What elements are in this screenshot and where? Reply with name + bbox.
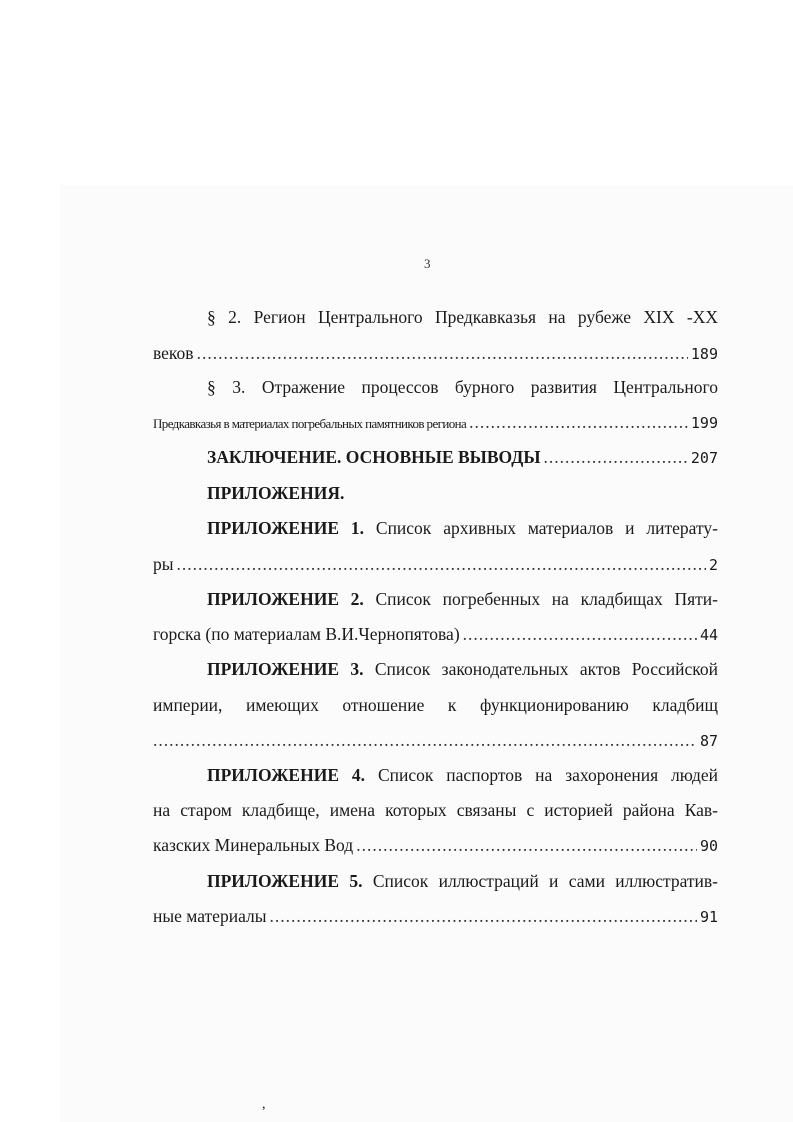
appendix-3-text: Список законодательных актов Российской xyxy=(374,659,718,679)
toc-appendix-2-cont: горска (по материалам В.И.Чернопятова) xyxy=(153,624,460,644)
appendix-5-label: ПРИЛОЖЕНИЕ 5. xyxy=(207,871,363,891)
toc-appendix-5-title xyxy=(207,870,718,892)
page-number: 3 xyxy=(424,256,431,271)
leader-dots xyxy=(463,623,697,645)
toc-conclusion-title: ЗАКЛЮЧЕНИЕ. ОСНОВНЫЕ ВЫВОДЫ xyxy=(207,447,541,467)
toc-appendix-1-title xyxy=(207,517,718,539)
leader-dots xyxy=(544,446,688,468)
toc-section-2-page: 189 xyxy=(690,345,718,363)
toc-section-3-title: § 3. Отражение процессов бурного развития Центрального xyxy=(207,377,718,397)
toc-section-3-cont: Предкавказья в материалах погребальных памятников региона xyxy=(153,416,467,431)
appendix-4-text: Список паспортов на захоронения людей xyxy=(377,765,719,785)
toc-appendix-3-page: 87 xyxy=(699,732,718,750)
scan-speck: , xyxy=(262,1097,266,1112)
appendix-1-text: Список архивных материалов и литерату- xyxy=(375,518,718,538)
toc-section-3-entry xyxy=(153,411,718,435)
toc-appendices-heading: ПРИЛОЖЕНИЯ. xyxy=(207,483,345,503)
toc-appendix-4-cont: на старом кладбище, имена которых связаны с историей района Кав- xyxy=(153,800,718,820)
leader-dots xyxy=(177,553,706,575)
toc-appendix-5-page: 91 xyxy=(699,908,718,926)
appendix-2-label: ПРИЛОЖЕНИЕ 2. xyxy=(207,589,364,609)
toc-appendix-4-title xyxy=(207,764,718,786)
toc-appendix-5-entry xyxy=(153,905,718,928)
toc-appendix-3-title xyxy=(207,658,718,680)
toc-appendix-4-entry xyxy=(153,834,718,857)
appendix-4-label: ПРИЛОЖЕНИЕ 4. xyxy=(207,765,366,785)
appendix-5-text: Список иллюстраций и сами иллюстратив- xyxy=(372,871,718,891)
toc-section-3-page: 199 xyxy=(690,414,718,432)
leader-dots xyxy=(197,342,688,364)
toc-section-2-cont: веков xyxy=(153,343,194,363)
toc-appendix-4-cont2: казских Минеральных Вод xyxy=(153,835,354,855)
appendix-3-label: ПРИЛОЖЕНИЕ 3. xyxy=(207,659,364,679)
leader-dots xyxy=(356,834,697,856)
toc-appendix-2-entry xyxy=(153,623,718,646)
toc-appendix-3-entry xyxy=(153,729,718,752)
leader-dots xyxy=(153,729,697,751)
toc-appendix-1-page: 2 xyxy=(708,556,718,574)
toc-appendix-4-page: 90 xyxy=(699,837,718,855)
leader-dots xyxy=(269,905,696,927)
toc-section-2-title: § 2. Регион Центрального Предкавказья на рубеже XIX -XX xyxy=(207,307,718,327)
toc-section-2-entry xyxy=(153,342,718,365)
toc-appendix-1-entry xyxy=(153,553,718,576)
appendix-2-text: Список погребенных на кладбищах Пяти- xyxy=(375,589,718,609)
appendix-1-label: ПРИЛОЖЕНИЕ 1. xyxy=(207,518,365,538)
toc-appendix-1-cont: ры xyxy=(153,554,174,574)
toc-appendix-2-title xyxy=(207,588,718,610)
toc-appendix-3-cont: империи, имеющих отношение к функционированию кладбищ xyxy=(153,695,718,715)
toc-appendix-5-cont: ные материалы xyxy=(153,906,267,926)
toc-conclusion-entry xyxy=(207,446,718,469)
toc-appendix-2-page: 44 xyxy=(699,626,718,644)
toc-conclusion-page: 207 xyxy=(690,449,718,467)
leader-dots xyxy=(469,411,688,433)
